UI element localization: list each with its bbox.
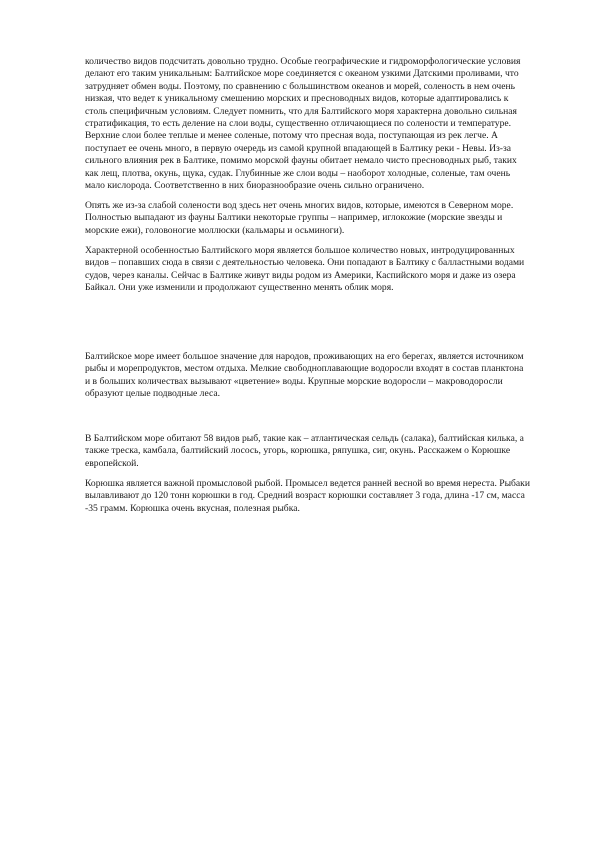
- text-section-baltic-conditions: [85, 56, 530, 302]
- paragraph-missing-species: Опять же из-за слабой солености вод здесь нет очень многих видов, которые, имеются в Северном море. Полностью выпадают из фауны Балтики некоторые группы – например, иглокожие (морские звезды и морские ежи), головоногие моллюски (кальмары и осьминоги).: [85, 199, 514, 236]
- paragraph-importance-algae: Балтийское море имеет большое значение для народов, проживающих на его берегах, является источником рыбы и морепродуктов, местом отдыха. Мелкие свободноплавающие водоросли входят в состав планктона и в больших количествах вызывают «цветение» воды. Крупные морские водоросли – макроводоросли образуют целые подводные леса.: [85, 351, 524, 400]
- paragraph-smelt: Корюшка является важной промысловой рыбой. Промысел ведется ранней весной во время нереста. Рыбаки вылавливают до 120 тонн корюшки в год. Средний возраст корюшки составляет 3 года, длина -17 см, масса -35 грамм. Корюшка очень вкусная, полезная рыбка.: [85, 477, 530, 514]
- paragraph-introduced-species: Характерной особенностью Балтийского моря является большое количество новых, интродуцированных видов – попавших сюда в связи с деятельностью человека. Они попадают в Балтику с балластными водами судов, через каналы. Сейчас в Балтике живут виды родом из Америки, Каспийского моря и даже из озера Байкал. Они уже изменили и продолжают существенно менять облик моря.: [85, 244, 525, 293]
- paragraph-salinity-stratification: количество видов подсчитать довольно трудно. Особые географические и гидроморфологические условия делают его таким уникальным: Балтийское море соединяется с океаном узкими Датскими проливами, что затрудняет обмен воды. Поэтому, по сравнению с большинством океанов и морей, соленость в нем очень низкая, что ведет к уникальному смешению морских и пресноводных видов, которые адаптировались к столь специфичным условиям. Следует помнить, что для Балтийского моря характерна довольно сильная стратификация, то есть деление на слои воды, существенно отличающиеся по солености и температуре. Верхние слои более теплые и менее соленые, потому что пресная вода, поступающая из рек легче. А поступает ее очень много, в первую очередь из самой крупной впадающей в Балтику реки - Невы. Из-за сильного влияния рек в Балтике, помимо морской фауны обитает немало чисто пресноводных рыб, таких как лещ, плотва, окунь, щука, судак. Глубинные же слои воды – наоборот холодные, соленые, там очень мало кислорода. Соответственно в них биоразнообразие очень сильно ограничено.: [85, 56, 521, 192]
- text-section-importance: [85, 351, 530, 408]
- text-section-fish: [85, 433, 530, 522]
- paragraph-fish-species: В Балтийском море обитают 58 видов рыб, такие как – атлантическая сельдь (салака), балтийская килька, а также треска, камбала, балтийский лосось, угорь, корюшка, ряпушка, сиг, окунь. Расскажем о Корюшке европейской.: [85, 433, 524, 469]
